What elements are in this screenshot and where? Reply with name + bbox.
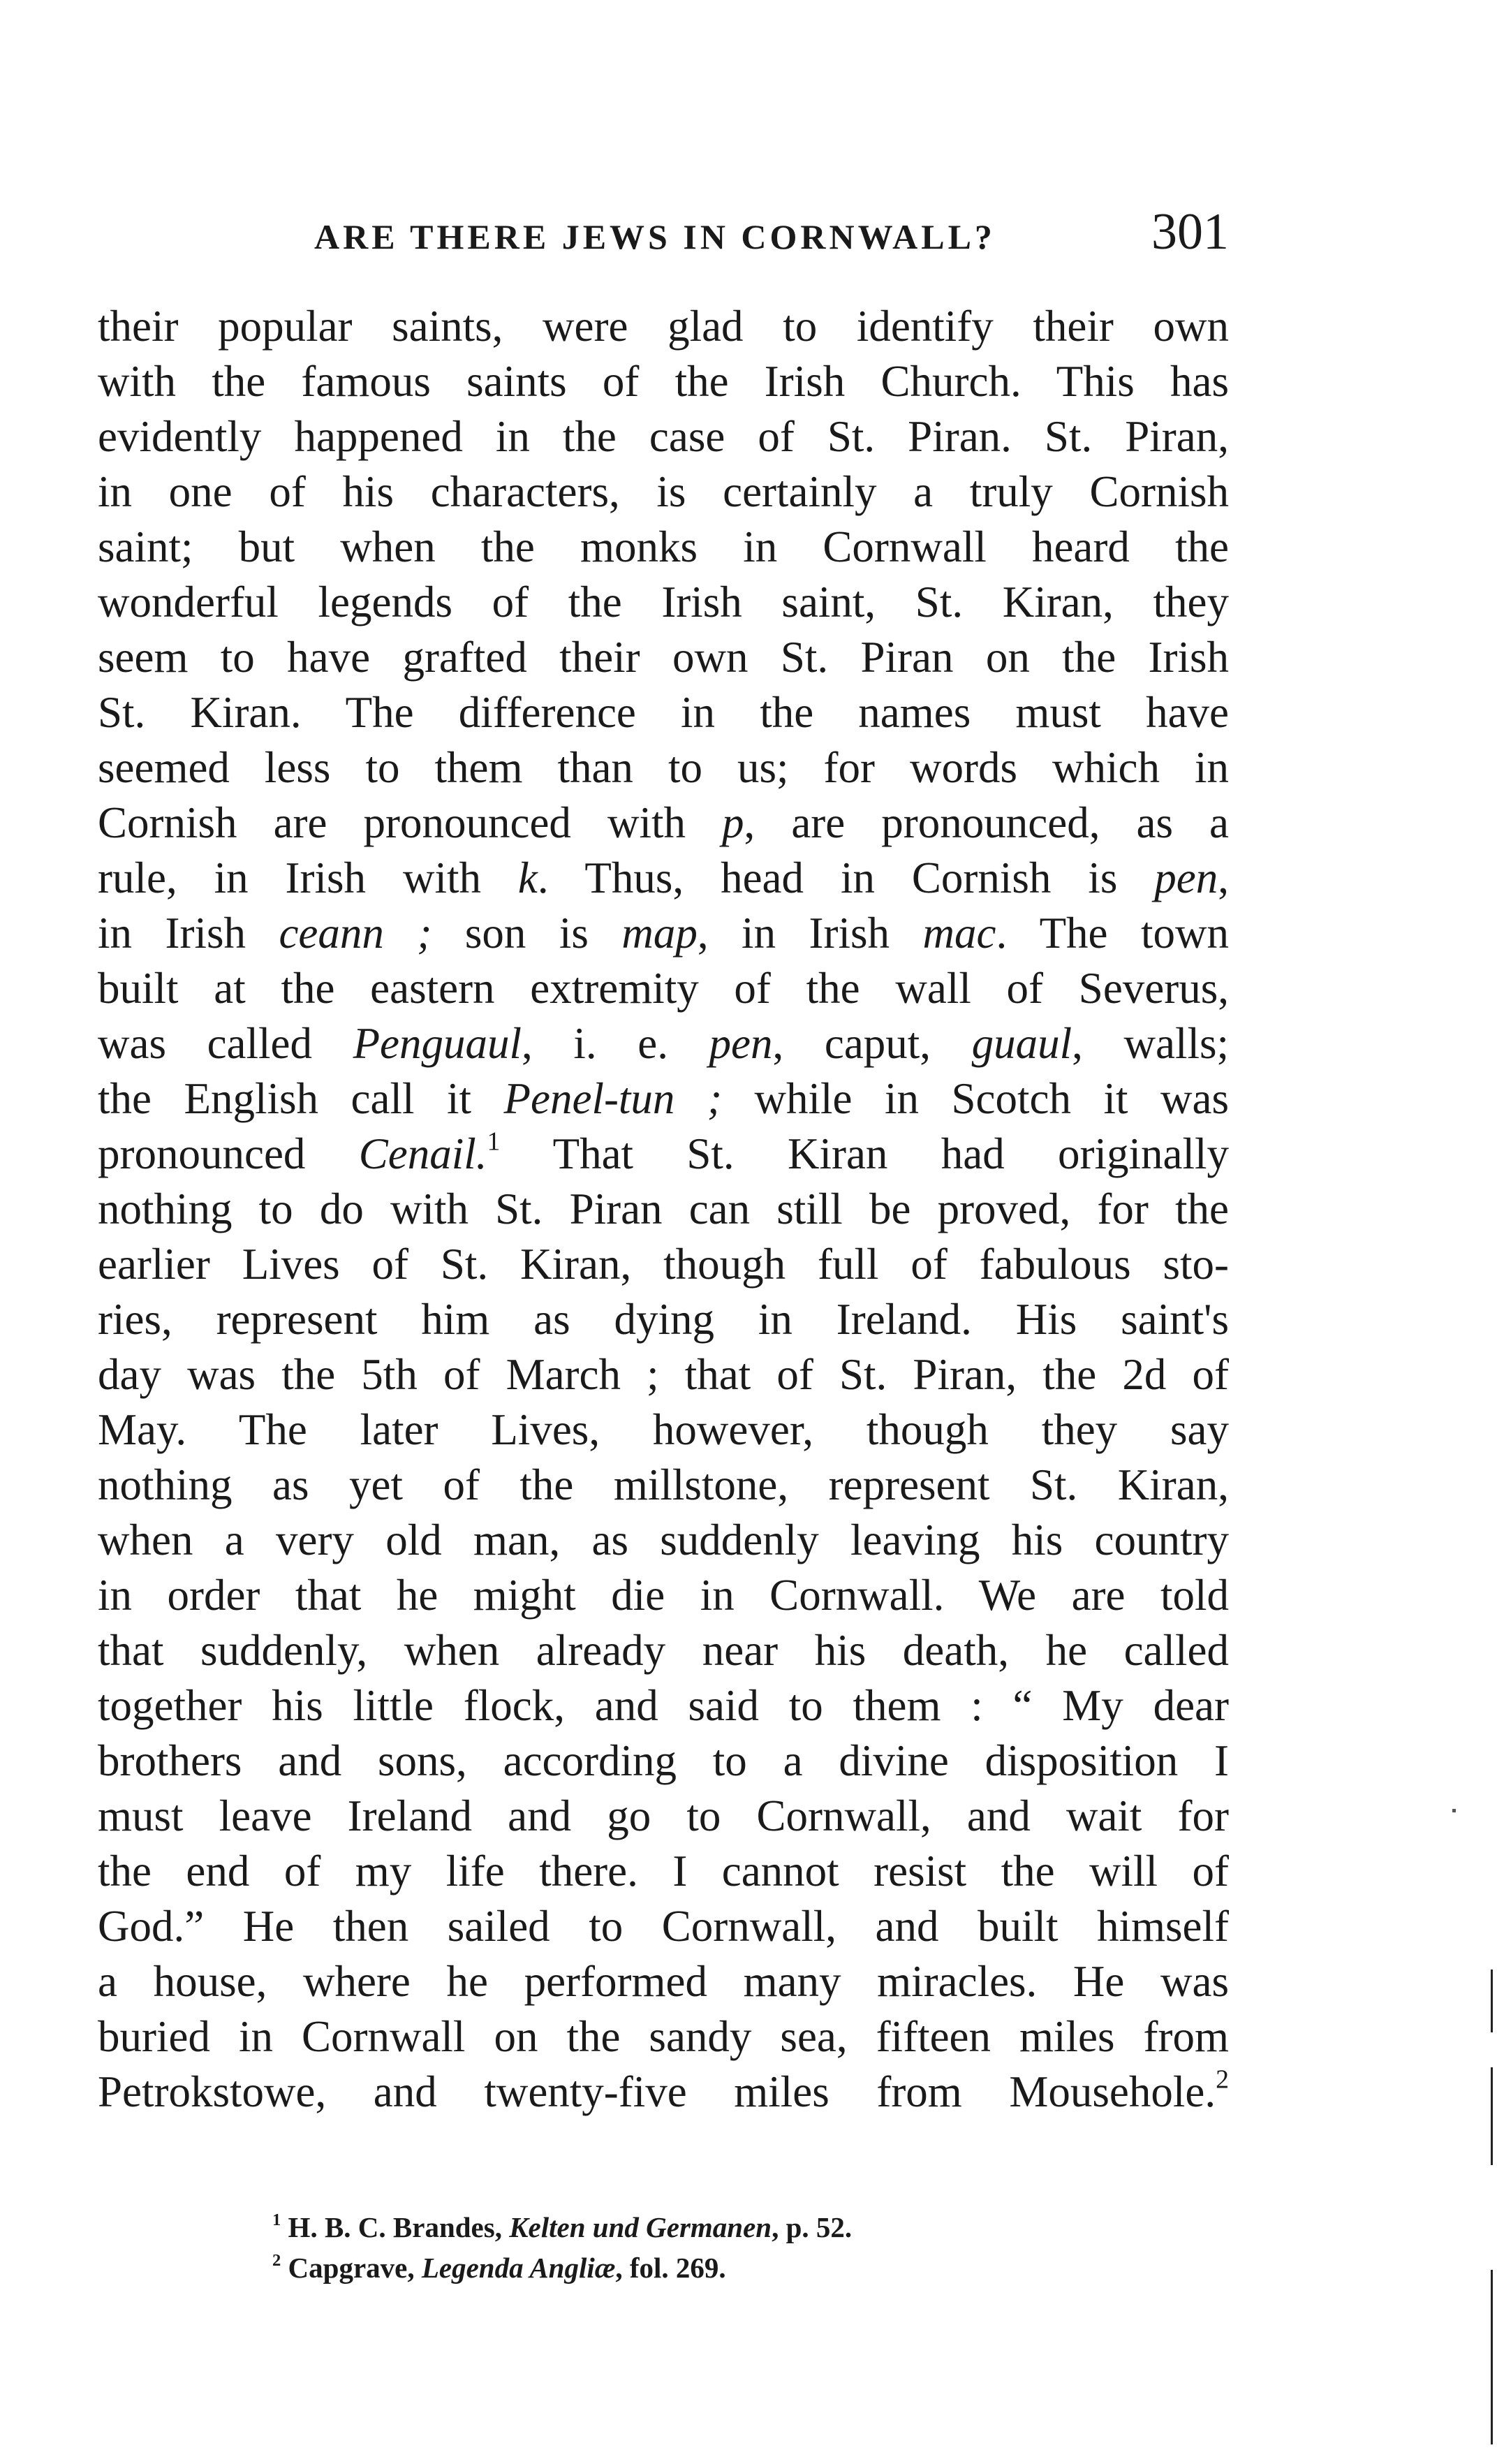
text-line: day was the 5th of March ; that of St. Piran, the 2d of: [98, 1350, 1229, 1399]
text-span: pronounced: [98, 1129, 359, 1178]
text-span: , are pronounced, as a: [744, 798, 1229, 847]
footnote-ref: 1: [487, 1127, 501, 1157]
text-line: buried in Cornwall on the sandy sea, fifteen miles from: [98, 2012, 1229, 2061]
footnote-number: 1: [272, 2210, 281, 2229]
text-span: . Thus, head in Cornish is: [537, 853, 1155, 902]
scan-edge-mark: [1491, 2067, 1493, 2165]
text-line: must leave Ireland and go to Cornwall, and wait for: [98, 1791, 1229, 1840]
italic-term: Cenail.: [358, 1129, 487, 1178]
footnote-text: Capgrave,: [281, 2252, 422, 2284]
footnote-ref: 2: [1216, 2065, 1229, 2095]
text-line: together his little flock, and said to them : “ My dear: [98, 1681, 1229, 1730]
text-line: when a very old man, as suddenly leaving his country: [98, 1516, 1229, 1564]
footnote-text: , p. 52.: [772, 2211, 853, 2243]
text-span: rule, in Irish with: [98, 853, 518, 902]
italic-term: pen: [709, 1019, 773, 1068]
text-line: [98, 851, 1229, 906]
footnote-text: , fol. 269.: [615, 2252, 726, 2284]
text-line: nothing to do with St. Piran can still be proved, for the: [98, 1185, 1229, 1233]
text-span: Cornish are pronounced with: [98, 798, 723, 847]
text-span: , caput,: [772, 1019, 972, 1068]
footnotes: [272, 2207, 1180, 2288]
body-text: [98, 299, 1229, 2120]
text-line: seemed less to them than to us; for words which in: [98, 743, 1229, 792]
text-span: son is: [432, 909, 622, 958]
text-span: was called: [98, 1019, 353, 1068]
text-line: saint; but when the monks in Cornwall heard the: [98, 522, 1229, 571]
text-span: the English call it: [98, 1074, 504, 1123]
text-line: God.” He then sailed to Cornwall, and built himself: [98, 1902, 1229, 1951]
italic-term: Penel-tun ;: [503, 1074, 722, 1123]
text-line: with the famous saints of the Irish Church. This has: [98, 357, 1229, 406]
footnote-text: H. B. C. Brandes,: [281, 2211, 510, 2243]
text-span: . The town: [996, 909, 1230, 958]
page-number: 301: [1151, 203, 1229, 261]
text-line: evidently happened in the case of St. Piran. St. Piran,: [98, 412, 1229, 461]
text-line: [98, 1071, 1229, 1127]
running-head: [98, 203, 1229, 279]
text-line: the end of my life there. I cannot resist the will of: [98, 1847, 1229, 1895]
scan-speck: [1452, 1809, 1456, 1812]
footnote-title: Kelten und Germanen: [509, 2211, 772, 2243]
text-line: a house, where he performed many miracles. He was: [98, 1957, 1229, 2006]
text-span: , walls;: [1072, 1019, 1229, 1068]
italic-term: guaul: [971, 1019, 1072, 1068]
text-span: while in Scotch it was: [721, 1074, 1229, 1123]
scan-edge-mark: [1491, 2270, 1493, 2444]
text-line: earlier Lives of St. Kiran, though full of fabulous sto-: [98, 1240, 1229, 1289]
text-line: ries, represent him as dying in Ireland. His saint's: [98, 1295, 1229, 1344]
text-line: their popular saints, were glad to identify their own: [98, 302, 1229, 351]
text-line: brothers and sons, according to a divine disposition I: [98, 1736, 1229, 1785]
text-line: [98, 795, 1229, 851]
footnote-number: 2: [272, 2250, 281, 2270]
text-span: , in Irish: [697, 909, 923, 958]
scan-edge-mark: [1491, 1970, 1493, 2032]
text-line: nothing as yet of the millstone, represent St. Kiran,: [98, 1460, 1229, 1509]
text-line: in one of his characters, is certainly a truly Cornish: [98, 467, 1229, 516]
text-line: wonderful legends of the Irish saint, St. Kiran, they: [98, 578, 1229, 626]
footnote: [272, 2247, 1180, 2288]
text-span: in Irish: [98, 909, 279, 958]
text-line: [98, 1016, 1229, 1071]
text-line: May. The later Lives, however, though they say: [98, 1405, 1229, 1454]
text-line: [98, 906, 1229, 961]
italic-term: p: [722, 798, 744, 847]
text-line: [98, 1127, 1229, 1182]
text-span: ,: [1218, 853, 1229, 902]
text-line: St. Kiran. The difference in the names must have: [98, 688, 1229, 737]
italic-term: mac: [922, 909, 996, 958]
text-span: That St. Kiran had originally: [500, 1129, 1229, 1178]
text-span: Petrokstowe, and twenty-five miles from Mousehole.: [98, 2067, 1216, 2116]
italic-term: k: [517, 853, 538, 902]
footnote: [272, 2207, 1180, 2247]
text-line: built at the eastern extremity of the wall of Severus,: [98, 964, 1229, 1013]
italic-term: map: [621, 909, 698, 958]
text-line: [98, 2065, 1229, 2120]
italic-term: pen: [1154, 853, 1218, 902]
italic-term: ceann ;: [279, 909, 432, 958]
text-line: in order that he might die in Cornwall. We are told: [98, 1571, 1229, 1620]
text-line: that suddenly, when already near his death, he called: [98, 1626, 1229, 1675]
text-line: seem to have grafted their own St. Piran on the Irish: [98, 633, 1229, 682]
italic-term: Penguaul: [353, 1019, 522, 1068]
text-span: , i. e.: [522, 1019, 709, 1068]
running-title: ARE THERE JEWS IN CORNWALL?: [314, 217, 996, 256]
footnote-title: Legenda Angliæ: [421, 2252, 616, 2284]
